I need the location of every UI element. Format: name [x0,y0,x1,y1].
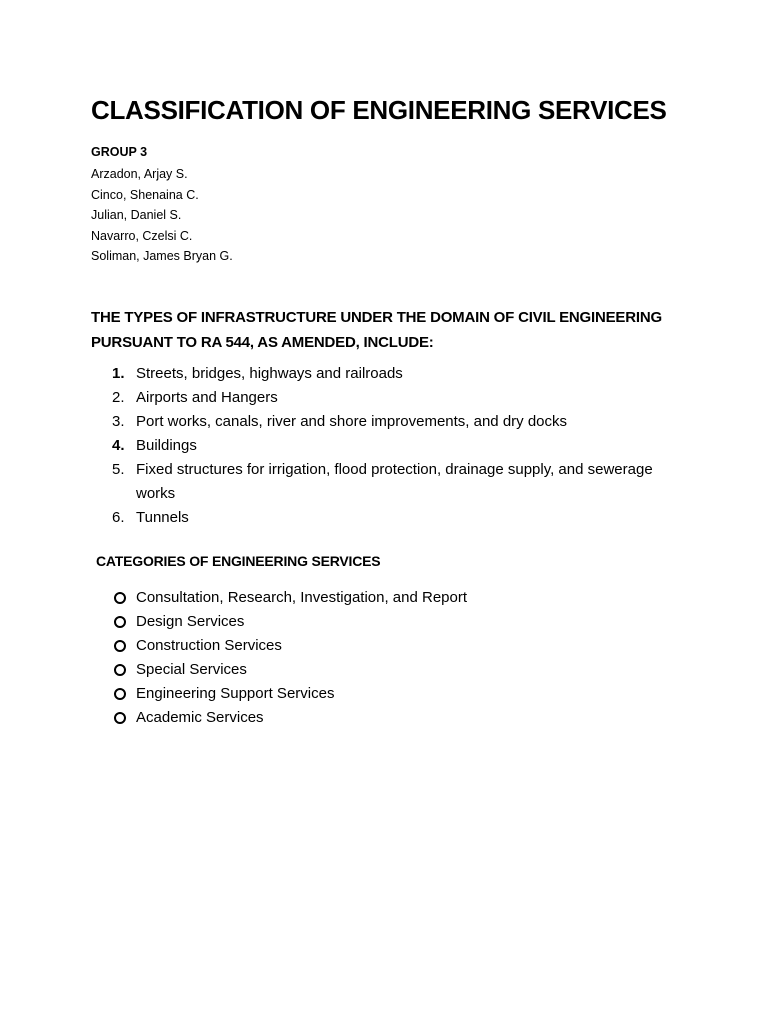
list-item [114,682,467,706]
member-name: Navarro, Czelsi C. [91,228,193,243]
member-name: Cinco, Shenaina C. [91,187,199,202]
list-item-text: Fixed structures for irrigation, flood protection, drainage supply, and sewerage works [136,461,653,502]
list-item-text: Consultation, Research, Investigation, and Report [136,589,468,606]
list-number: 5. [112,461,125,478]
categories-heading: CATEGORIES OF ENGINEERING SERVICES [96,553,381,569]
list-item-text: Construction Services [136,637,282,654]
list-item [114,610,467,634]
circle-bullet-icon [114,664,126,676]
list-item [100,362,660,386]
list-item-text: Academic Services [136,709,264,726]
list-item [100,386,660,410]
circle-bullet-icon [114,616,126,628]
member-name: Arzadon, Arjay S. [91,167,188,181]
group-label: GROUP 3 [91,145,148,159]
list-number: 6. [112,509,125,526]
circle-bullet-icon [114,640,126,652]
list-item-text: Special Services [136,661,247,678]
member-list [91,164,233,267]
list-item-text: Streets, bridges, highways and railroads [136,365,403,382]
list-item-text: Design Services [136,613,245,630]
list-item-text: Airports and Hangers [136,389,278,406]
list-number: 4. [112,437,125,454]
categories-list [114,586,467,730]
list-item-text: Engineering Support Services [136,685,335,702]
list-item [100,506,660,530]
list-number: 1. [112,365,125,382]
infrastructure-list [100,362,660,530]
infrastructure-heading: THE TYPES OF INFRASTRUCTURE UNDER THE DOMAIN OF CIVIL ENGINEERING PURSUANT TO RA 544, AS AMENDED, INCLUDE: [91,309,662,351]
list-item-text: Buildings [136,437,197,454]
list-item [114,706,467,730]
list-number: 3. [112,413,125,430]
list-item-text: Port works, canals, river and shore improvements, and dry docks [136,413,568,430]
member-name: Soliman, James Bryan G. [91,249,233,263]
list-number: 2. [112,389,125,406]
document-title: CLASSIFICATION OF ENGINEERING SERVICES [91,95,667,125]
list-item [100,434,660,458]
circle-bullet-icon [114,592,126,604]
list-item [114,634,467,658]
member-name: Julian, Daniel S. [91,208,182,222]
list-item [114,586,467,610]
list-item [100,458,660,506]
circle-bullet-icon [114,688,126,700]
list-item [100,410,660,434]
list-item-text: Tunnels [136,509,189,526]
circle-bullet-icon [114,712,126,724]
list-item [114,658,467,682]
